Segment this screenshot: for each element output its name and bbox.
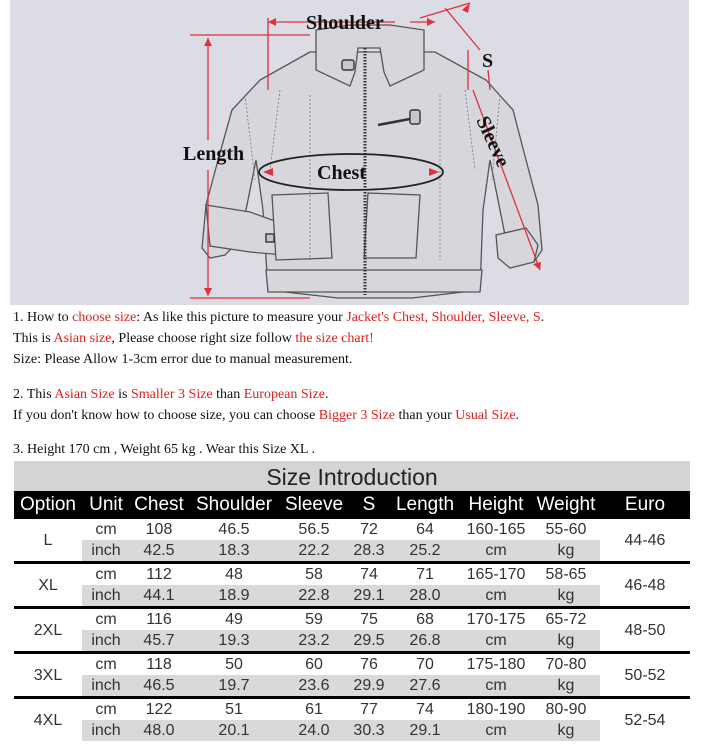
header-s: S (348, 491, 390, 519)
cm-value-cell: 56.5 (280, 519, 348, 540)
table-row (14, 698, 690, 721)
note-asian-size: This is Asian size, Please choose right size follow the size chart! (13, 331, 374, 346)
table-row (14, 519, 690, 540)
inch-value-cell: 23.2 (280, 630, 348, 653)
cm-value-cell: 165-170 (460, 563, 532, 586)
header-euro: Euro (600, 491, 690, 519)
cm-value-cell: 72 (348, 519, 390, 540)
inch-value-cell: kg (532, 540, 600, 563)
inch-value-cell: 29.5 (348, 630, 390, 653)
inch-value-cell: 26.8 (390, 630, 460, 653)
cm-value-cell: cm (82, 519, 130, 540)
cm-value-cell: 77 (348, 698, 390, 721)
length-label: Length (183, 143, 245, 165)
inch-value-cell: inch (82, 720, 130, 741)
cm-value-cell: 58-65 (532, 563, 600, 586)
note-example-fit: 3. Height 170 cm , Weight 65 kg . Wear this Size XL . (13, 442, 315, 457)
size-table-title: Size Introduction (14, 461, 690, 491)
header-unit: Unit (82, 491, 130, 519)
cm-value-cell: 70 (390, 653, 460, 676)
size-table-header (14, 491, 690, 519)
header-weight: Weight (532, 491, 600, 519)
inch-value-cell: cm (460, 585, 532, 608)
sleeve-label: Sleeve (471, 112, 514, 171)
jacket-illustration (10, 0, 689, 305)
cm-value-cell: 70-80 (532, 653, 600, 676)
header-option: Option (14, 491, 82, 519)
cm-value-cell: cm (82, 563, 130, 586)
cm-value-cell: 61 (280, 698, 348, 721)
inch-value-cell: 19.7 (188, 675, 280, 698)
inch-value-cell: 30.3 (348, 720, 390, 741)
cm-value-cell: 55-60 (532, 519, 600, 540)
note-smaller-size: 2. This Asian Size is Smaller 3 Size than European Size. (13, 387, 329, 402)
inch-value-cell: 20.1 (188, 720, 280, 741)
euro-size-cell: 48-50 (600, 608, 690, 653)
cm-value-cell: 68 (390, 608, 460, 631)
cm-value-cell: cm (82, 698, 130, 721)
size-option-cell: 4XL (14, 698, 82, 742)
inch-value-cell: 19.3 (188, 630, 280, 653)
table-row (14, 653, 690, 676)
cm-value-cell: 51 (188, 698, 280, 721)
cm-value-cell: 58 (280, 563, 348, 586)
cm-value-cell: 170-175 (460, 608, 532, 631)
table-row (14, 630, 690, 653)
cm-value-cell: 48 (188, 563, 280, 586)
inch-value-cell: 46.5 (130, 675, 188, 698)
inch-value-cell: inch (82, 630, 130, 653)
header-height: Height (460, 491, 532, 519)
cm-value-cell: 160-165 (460, 519, 532, 540)
cm-value-cell: 74 (348, 563, 390, 586)
cm-value-cell: 108 (130, 519, 188, 540)
cm-value-cell: 180-190 (460, 698, 532, 721)
chest-label: Chest (317, 162, 366, 184)
inch-value-cell: 22.2 (280, 540, 348, 563)
cm-value-cell: 65-72 (532, 608, 600, 631)
cm-value-cell: 112 (130, 563, 188, 586)
cm-value-cell: 59 (280, 608, 348, 631)
inch-value-cell: 45.7 (130, 630, 188, 653)
table-row (14, 585, 690, 608)
inch-value-cell: 23.6 (280, 675, 348, 698)
inch-value-cell: cm (460, 675, 532, 698)
inch-value-cell: kg (532, 720, 600, 741)
table-row (14, 563, 690, 586)
inch-value-cell: 44.1 (130, 585, 188, 608)
cm-value-cell: 118 (130, 653, 188, 676)
inch-value-cell: 42.5 (130, 540, 188, 563)
cm-value-cell: 122 (130, 698, 188, 721)
cm-value-cell: 64 (390, 519, 460, 540)
cm-value-cell: 75 (348, 608, 390, 631)
size-table-body (14, 519, 690, 741)
inch-value-cell: 24.0 (280, 720, 348, 741)
inch-value-cell: cm (460, 630, 532, 653)
header-shoulder: Shoulder (188, 491, 280, 519)
size-option-cell: L (14, 519, 82, 563)
shoulder-label: Shoulder (306, 12, 384, 34)
cm-value-cell: 175-180 (460, 653, 532, 676)
inch-value-cell: kg (532, 630, 600, 653)
euro-size-cell: 44-46 (600, 519, 690, 563)
cm-value-cell: 71 (390, 563, 460, 586)
table-row (14, 540, 690, 563)
euro-size-cell: 46-48 (600, 563, 690, 608)
note-bigger-size: If you don't know how to choose size, you can choose Bigger 3 Size than your Usual Size. (13, 408, 520, 423)
euro-size-cell: 50-52 (600, 653, 690, 698)
cm-value-cell: cm (82, 608, 130, 631)
jacket-measurement-diagram (10, 0, 689, 305)
inch-value-cell: cm (460, 720, 532, 741)
cm-value-cell: cm (82, 653, 130, 676)
inch-value-cell: cm (460, 540, 532, 563)
cm-value-cell: 50 (188, 653, 280, 676)
s-label: S (482, 50, 494, 72)
table-row (14, 675, 690, 698)
size-option-cell: 2XL (14, 608, 82, 653)
inch-value-cell: kg (532, 675, 600, 698)
inch-value-cell: 18.9 (188, 585, 280, 608)
inch-value-cell: 28.3 (348, 540, 390, 563)
cm-value-cell: 80-90 (532, 698, 600, 721)
table-row (14, 720, 690, 741)
cm-value-cell: 76 (348, 653, 390, 676)
cm-value-cell: 74 (390, 698, 460, 721)
size-option-cell: XL (14, 563, 82, 608)
size-table (14, 491, 690, 741)
inch-value-cell: 29.1 (390, 720, 460, 741)
cm-value-cell: 116 (130, 608, 188, 631)
inch-value-cell: kg (532, 585, 600, 608)
inch-value-cell: inch (82, 540, 130, 563)
inch-value-cell: 29.9 (348, 675, 390, 698)
inch-value-cell: 48.0 (130, 720, 188, 741)
inch-value-cell: 28.0 (390, 585, 460, 608)
note-how-to-choose: 1. How to choose size: As like this picture to measure your Jacket's Chest, Shoulder, Sleeve, S. (13, 310, 545, 325)
cm-value-cell: 49 (188, 608, 280, 631)
inch-value-cell: 18.3 (188, 540, 280, 563)
table-row (14, 608, 690, 631)
cm-value-cell: 60 (280, 653, 348, 676)
inch-value-cell: 22.8 (280, 585, 348, 608)
header-sleeve: Sleeve (280, 491, 348, 519)
inch-value-cell: inch (82, 585, 130, 608)
header-chest: Chest (130, 491, 188, 519)
inch-value-cell: 25.2 (390, 540, 460, 563)
cm-value-cell: 46.5 (188, 519, 280, 540)
size-option-cell: 3XL (14, 653, 82, 698)
inch-value-cell: inch (82, 675, 130, 698)
note-error-allowance: Size: Please Allow 1-3cm error due to manual measurement. (13, 352, 353, 367)
euro-size-cell: 52-54 (600, 698, 690, 742)
header-length: Length (390, 491, 460, 519)
inch-value-cell: 29.1 (348, 585, 390, 608)
inch-value-cell: 27.6 (390, 675, 460, 698)
